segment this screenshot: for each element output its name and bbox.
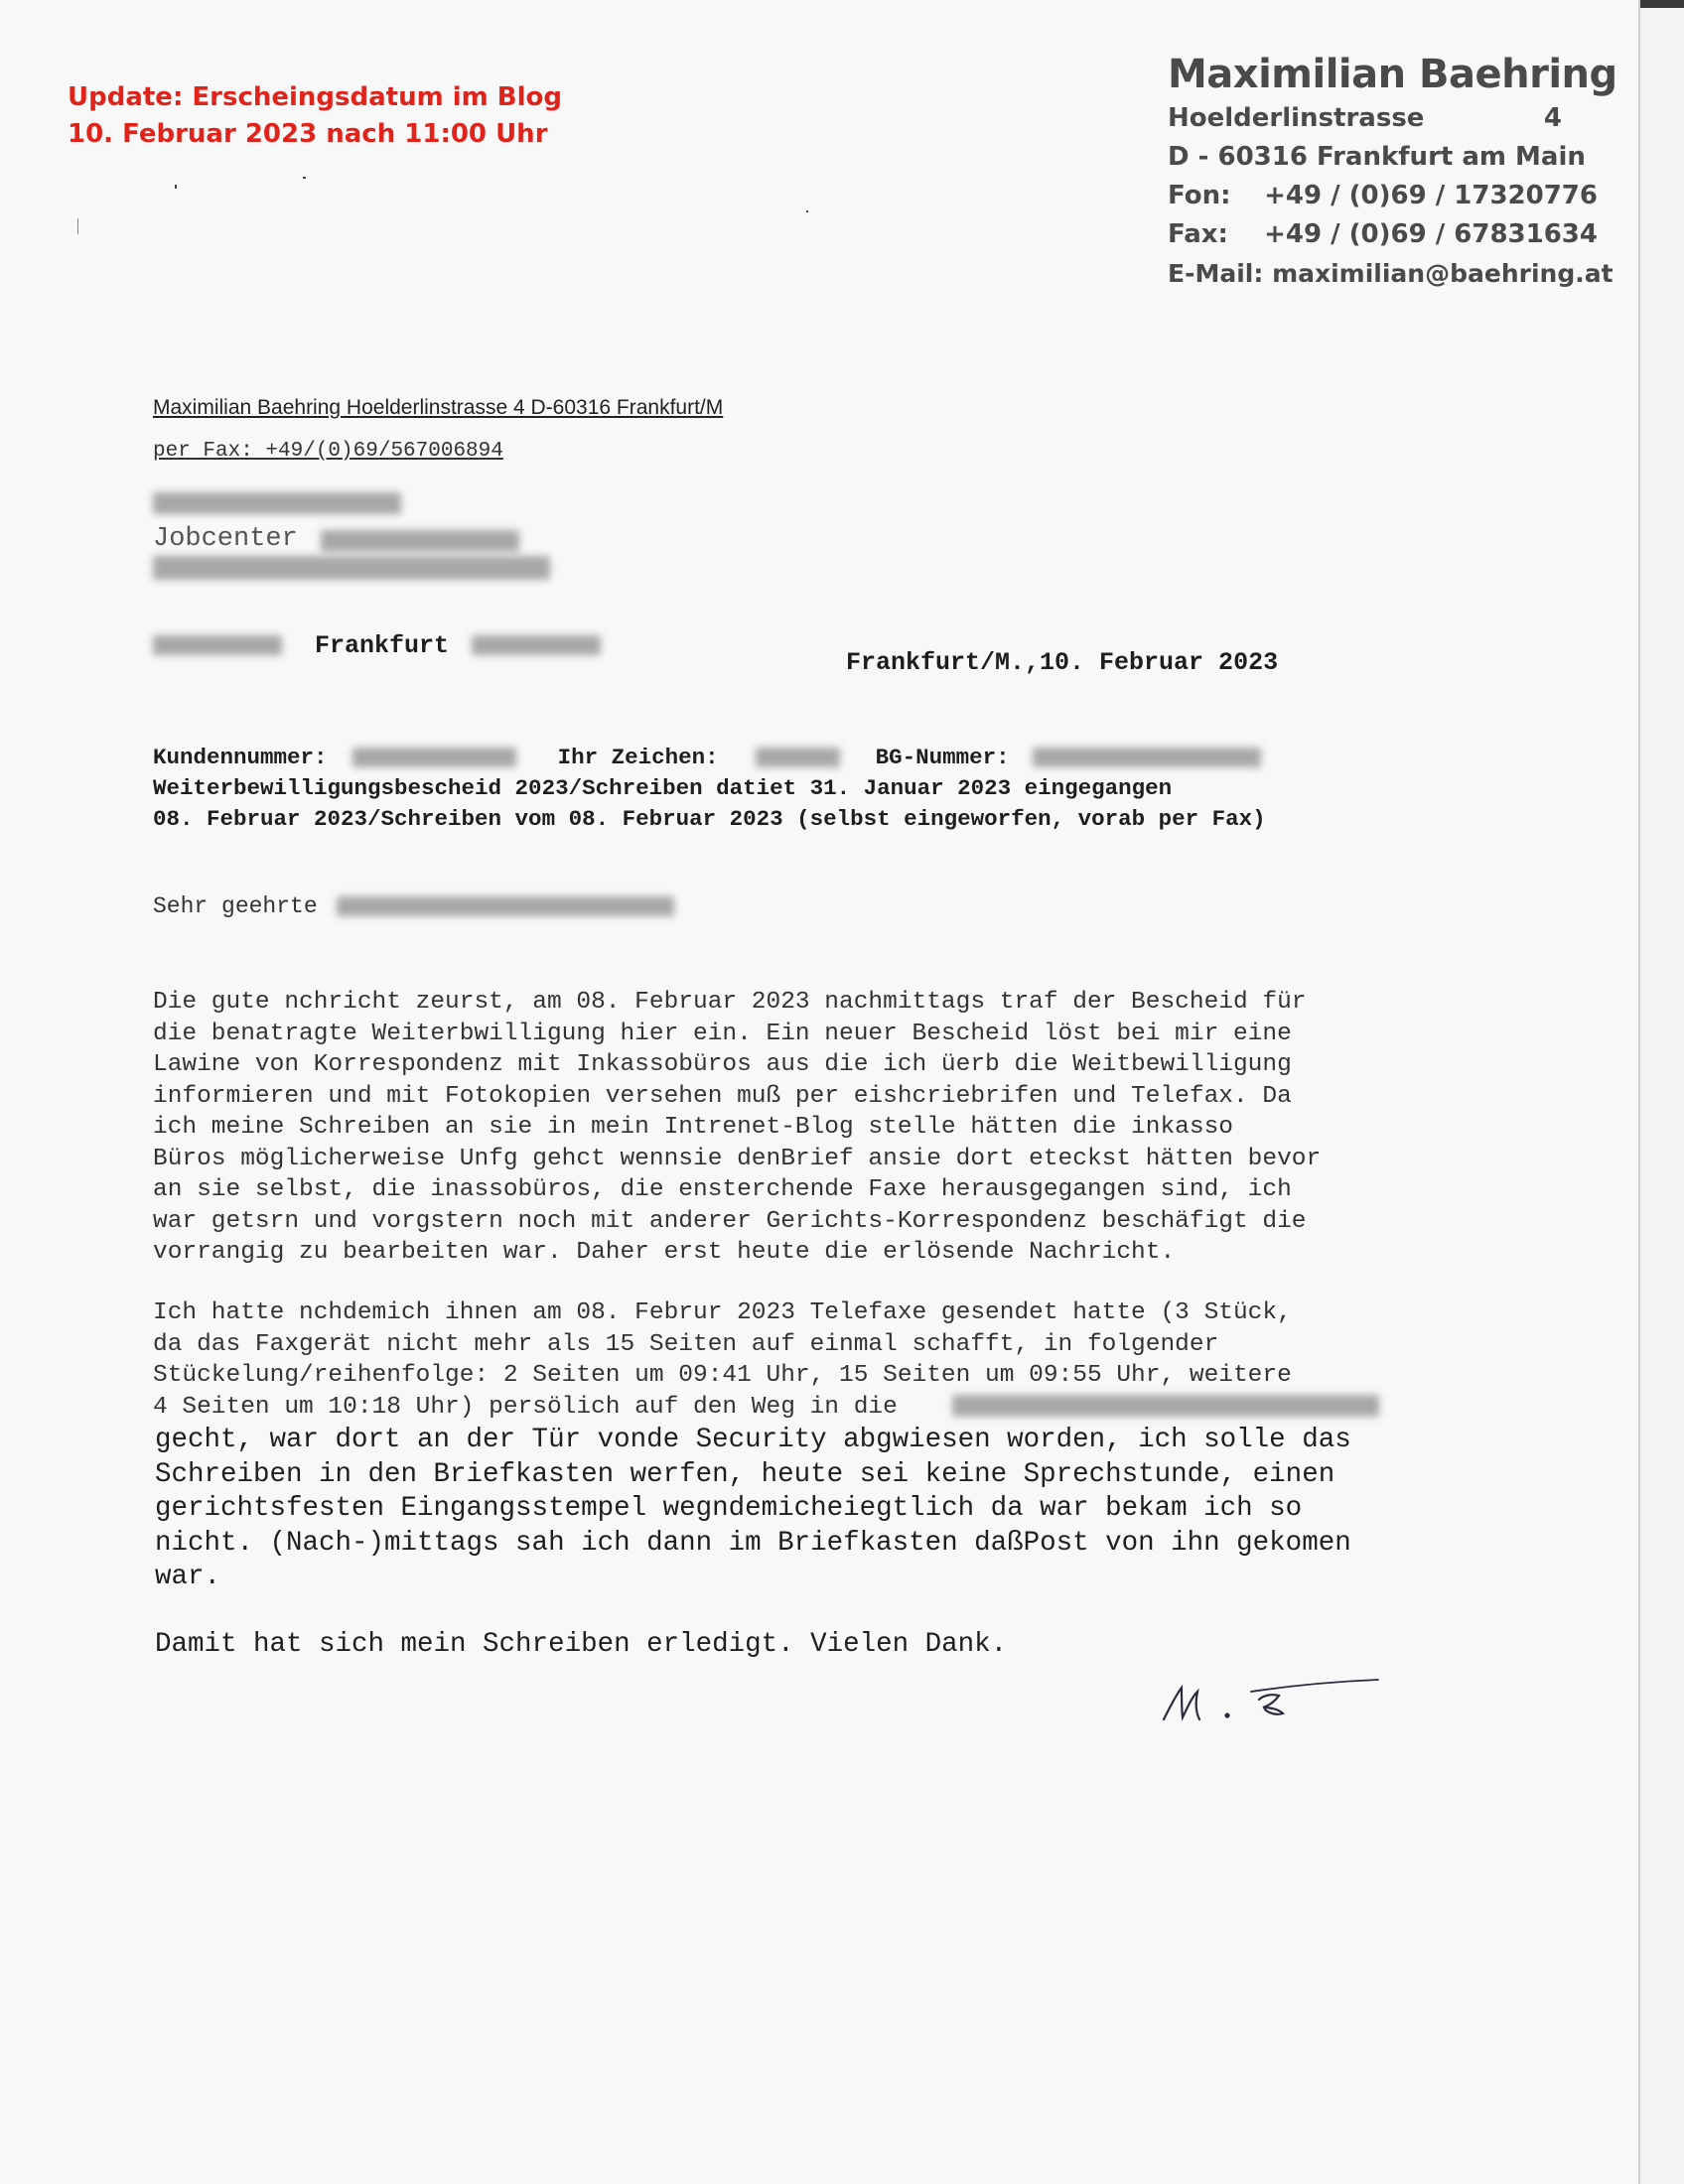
- update-line-2: 10. Februar 2023 nach 11:00 Uhr: [68, 119, 548, 149]
- paragraph-line: Lawine von Korrespondenz mit Inkassobüros aus die ich üerb die Weitbewilligung: [153, 1051, 1292, 1078]
- scan-speck: [303, 177, 306, 179]
- subject-line-2: Weiterbewilligungsbescheid 2023/Schreiben datiet 31. Januar 2023 eingegangen: [153, 775, 1173, 801]
- update-note: [68, 79, 562, 153]
- recipient-street-redacted: [153, 556, 550, 588]
- return-address: Maximilian Baehring Hoelderlinstrasse 4 D-60316 Frankfurt/M: [153, 396, 724, 419]
- paragraph-3: [155, 1424, 1351, 1595]
- paragraph-1: [153, 987, 1321, 1269]
- email-address: maximilian@baehring.at: [1272, 259, 1614, 288]
- paragraph-line: war.: [155, 1562, 221, 1592]
- scan-speck: [175, 185, 177, 189]
- paragraph-line: vorrangig zu bearbeiten war. Daher erst heute die erlösende Nachricht.: [153, 1239, 1176, 1266]
- redaction-block: [756, 748, 840, 767]
- redaction-block: [337, 896, 674, 916]
- phone-number: +49 / (0)69 / 17320776: [1264, 181, 1598, 210]
- fax-number: +49 / (0)69 / 67831634: [1264, 219, 1598, 249]
- recipient-address: [153, 492, 550, 588]
- phone-label: Fon:: [1168, 181, 1231, 210]
- paragraph-line: informieren und mit Fotokopien versehen muß per eishcriebrifen und Telefax. Da: [153, 1082, 1292, 1110]
- paragraph-line: Die gute nchricht zeurst, am 08. Februar 2023 nachmittags traf der Bescheid für: [153, 989, 1307, 1016]
- redaction-block: [1033, 748, 1261, 767]
- paragraph-text: 4 Seiten um 10:18 Uhr) persölich auf den Weg in die: [153, 1393, 898, 1421]
- sender-name: Maximilian Baehring: [1168, 52, 1617, 97]
- salutation-line: [153, 893, 674, 919]
- closing-line: Damit hat sich mein Schreiben erledigt. Vielen Dank.: [155, 1629, 1008, 1660]
- subject-block: [153, 743, 1266, 835]
- bg-nummer-label: BG-Nummer:: [875, 745, 1010, 770]
- sender-city: D - 60316 Frankfurt am Main: [1168, 142, 1586, 172]
- paragraph-line: Schreiben in den Briefkasten werfen, heute sei keine Sprechstunde, einen: [155, 1458, 1335, 1490]
- sender-street: Hoelderlinstrasse: [1168, 103, 1425, 133]
- paragraph-line: gerichtsfesten Eingangsstempel wegndemicheiegtlich da war bekam ich so: [155, 1493, 1303, 1524]
- redaction-block: [352, 748, 516, 767]
- page-edge: [1638, 0, 1640, 2184]
- redaction-block: [472, 635, 601, 655]
- paragraph-line: ich meine Schreiben an sie in mein Intrenet-Blog stelle hätten die inkasso: [153, 1114, 1233, 1141]
- paragraph-line: die benatragte Weiterbwilligung hier ein. Ein neuer Bescheid löst bei mir eine: [153, 1020, 1292, 1047]
- recipient-org: Jobcenter: [153, 524, 298, 554]
- redaction-block: [952, 1395, 1379, 1417]
- sender-street-line: [1168, 99, 1562, 138]
- paragraph-line: nicht. (Nach-)mittags sah ich dann im Briefkasten daßPost von ihn gekomen: [155, 1527, 1351, 1559]
- redaction-block: [321, 530, 519, 552]
- update-line-1: Update: Erscheingsdatum im Blog: [68, 82, 563, 112]
- page-edge-corner: [1640, 0, 1684, 8]
- paragraph-2: [153, 1297, 1379, 1423]
- fax-label: Fax:: [1168, 219, 1228, 249]
- paragraph-line: gecht, war dort an der Tür vonde Security abgwiesen worden, ich solle das: [155, 1425, 1351, 1455]
- sender-letterhead: [1168, 50, 1617, 293]
- paragraph-line: war getsrn und vorgstern noch mit anderer Gerichts-Korrespondenz beschäfigt die: [153, 1207, 1307, 1235]
- signature-icon: [1152, 1668, 1390, 1747]
- redaction-block: [153, 492, 401, 514]
- paragraph-line: [153, 1392, 1379, 1424]
- zeichen-label: Ihr Zeichen:: [557, 745, 719, 770]
- sender-house-number: 4: [1543, 103, 1562, 133]
- paragraph-line: an sie selbst, die inassobüros, die ensterchende Faxe herausgegangen sind, ich: [153, 1176, 1292, 1203]
- sender-phone-line: [1168, 177, 1617, 215]
- recipient-fax-line: per Fax: +49/(0)69/567006894: [153, 440, 503, 463]
- letter-date: Frankfurt/M.,10. Februar 2023: [846, 648, 1279, 677]
- redaction-block: [153, 556, 550, 580]
- recipient-org-line: [153, 524, 550, 556]
- scan-speck: [77, 218, 78, 234]
- paragraph-line: Ich hatte nchdemich ihnen am 08. Februr 2023 Telefaxe gesendet hatte (3 Stück,: [153, 1299, 1292, 1326]
- sender-fax-line: [1168, 215, 1617, 254]
- paragraph-line: Büros möglicherweise Unfg gehct wennsie denBrief ansie dort eteckst hätten bevor: [153, 1145, 1322, 1172]
- subject-line-3: 08. Februar 2023/Schreiben vom 08. Februar 2023 (selbst eingeworfen, vorab per Fax): [153, 806, 1266, 832]
- scan-speck: [806, 210, 808, 212]
- kundennummer-label: Kundennummer:: [153, 745, 328, 770]
- sender-email-line: [1168, 254, 1617, 293]
- email-label: E-Mail:: [1168, 259, 1264, 288]
- recipient-name-redacted: [153, 492, 550, 524]
- redaction-block: [153, 635, 282, 655]
- paragraph-line: Stückelung/reihenfolge: 2 Seiten um 09:41 Uhr, 15 Seiten um 09:55 Uhr, weitere: [153, 1362, 1292, 1389]
- recipient-city: Frankfurt: [315, 631, 450, 660]
- salutation: Sehr geehrte: [153, 893, 318, 919]
- recipient-city-line: [153, 631, 601, 660]
- subject-line-1: [153, 743, 1266, 773]
- paragraph-line: da das Faxgerät nicht mehr als 15 Seiten auf einmal schafft, in folgender: [153, 1330, 1219, 1358]
